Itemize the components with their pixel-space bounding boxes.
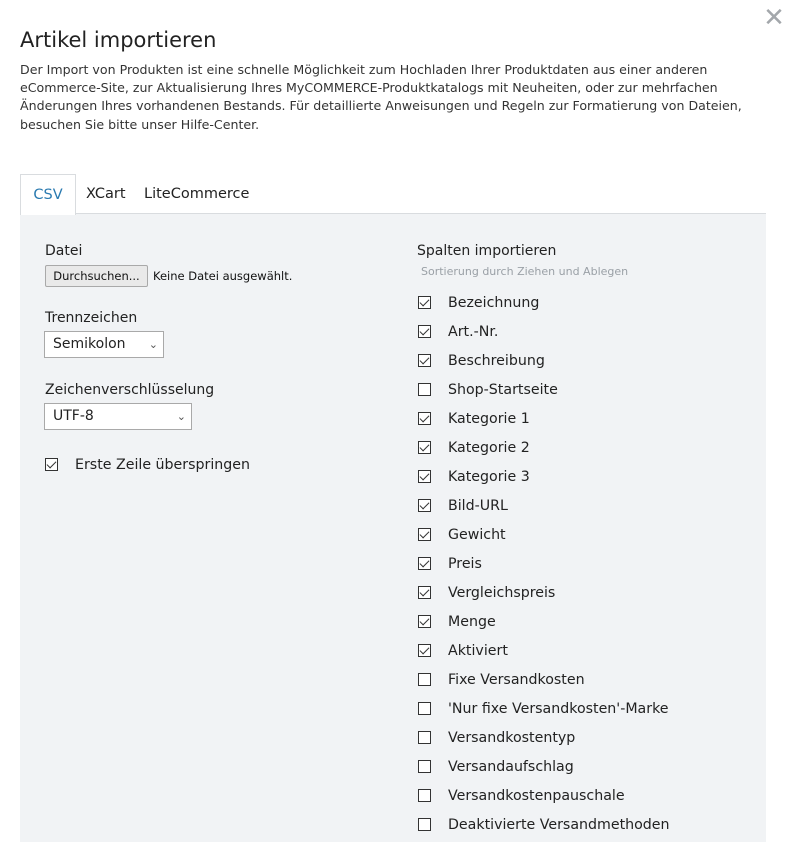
delimiter-label: Trennzeichen — [45, 310, 138, 326]
browse-button[interactable]: Durchsuchen... — [45, 265, 148, 287]
column-label: Shop-Startseite — [448, 382, 558, 398]
column-label: Kategorie 2 — [448, 440, 530, 456]
skip-first-row-label: Erste Zeile überspringen — [75, 457, 251, 473]
encoding-value: UTF-8 — [53, 408, 94, 424]
column-checkbox[interactable] — [418, 470, 431, 483]
file-status: Keine Datei ausgewählt. — [153, 269, 293, 283]
tab-bar — [20, 174, 766, 214]
column-label: Versandkostenpauschale — [448, 788, 625, 804]
columns-hint: Sortierung durch Ziehen und Ablegen — [421, 265, 629, 278]
column-label: Kategorie 3 — [448, 469, 530, 485]
encoding-label: Zeichenverschlüsselung — [45, 382, 215, 398]
column-checkbox[interactable] — [418, 441, 431, 454]
file-label: Datei — [45, 243, 83, 259]
column-label: Fixe Versandkosten — [448, 672, 585, 688]
column-checkbox[interactable] — [418, 818, 431, 831]
column-checkbox[interactable] — [418, 383, 431, 396]
column-checkbox[interactable] — [418, 499, 431, 512]
column-label: Bezeichnung — [448, 295, 540, 311]
column-label: Deaktivierte Versandmethoden — [448, 817, 670, 833]
column-checkbox[interactable] — [418, 702, 431, 715]
column-checkbox[interactable] — [418, 615, 431, 628]
column-label: Preis — [448, 556, 482, 572]
column-label: Gewicht — [448, 527, 506, 543]
dialog-title: Artikel importieren — [20, 28, 217, 52]
column-label: Menge — [448, 614, 496, 630]
tab-csv[interactable]: CSV — [20, 174, 76, 215]
column-checkbox[interactable] — [418, 325, 431, 338]
column-checkbox[interactable] — [418, 760, 431, 773]
column-checkbox[interactable] — [418, 586, 431, 599]
column-label: Art.-Nr. — [448, 324, 499, 340]
column-label: Kategorie 1 — [448, 411, 530, 427]
column-checkbox[interactable] — [418, 557, 431, 570]
column-label: Versandkostentyp — [448, 730, 576, 746]
column-checkbox[interactable] — [418, 644, 431, 657]
column-checkbox[interactable] — [418, 412, 431, 425]
column-checkbox[interactable] — [418, 354, 431, 367]
column-checkbox[interactable] — [418, 731, 431, 744]
column-label: Beschreibung — [448, 353, 545, 369]
column-label: 'Nur fixe Versandkosten'-Marke — [448, 701, 669, 717]
column-checkbox[interactable] — [418, 528, 431, 541]
delimiter-value: Semikolon — [53, 336, 126, 352]
skip-first-row-checkbox[interactable] — [45, 458, 58, 471]
columns-label: Spalten importieren — [417, 243, 557, 259]
column-checkbox[interactable] — [418, 296, 431, 309]
chevron-down-icon: ⌄ — [148, 338, 158, 351]
import-panel — [20, 213, 766, 842]
encoding-select[interactable] — [44, 403, 192, 430]
column-label: Vergleichspreis — [448, 585, 556, 601]
delimiter-select[interactable] — [44, 331, 164, 358]
chevron-down-icon: ⌄ — [176, 410, 186, 423]
column-label: Versandaufschlag — [448, 759, 574, 775]
column-label: Aktiviert — [448, 643, 508, 659]
dialog-description: Der Import von Produkten ist eine schnelle Möglichkeit zum Hochladen Ihrer Produktdaten aus einer anderen eCommerce-Site, zur Aktualisierung Ihres MyCOMMERCE-Produktkatalogs mit Neuheiten, oder zur mehrfachen Änderungen Ihres vorhandenen Bestands. Für detaillierte Anweisungen und Regeln zur Formatierung von Dateien, besuchen Sie bitte unser Hilfe-Center. — [20, 62, 742, 132]
tab-xcart[interactable]: XCart — [86, 186, 126, 202]
column-label: Bild-URL — [448, 498, 508, 514]
column-checkbox[interactable] — [418, 789, 431, 802]
close-icon[interactable]: ✕ — [763, 3, 785, 33]
column-checkbox[interactable] — [418, 673, 431, 686]
tab-litecommerce[interactable]: LiteCommerce — [144, 186, 250, 202]
